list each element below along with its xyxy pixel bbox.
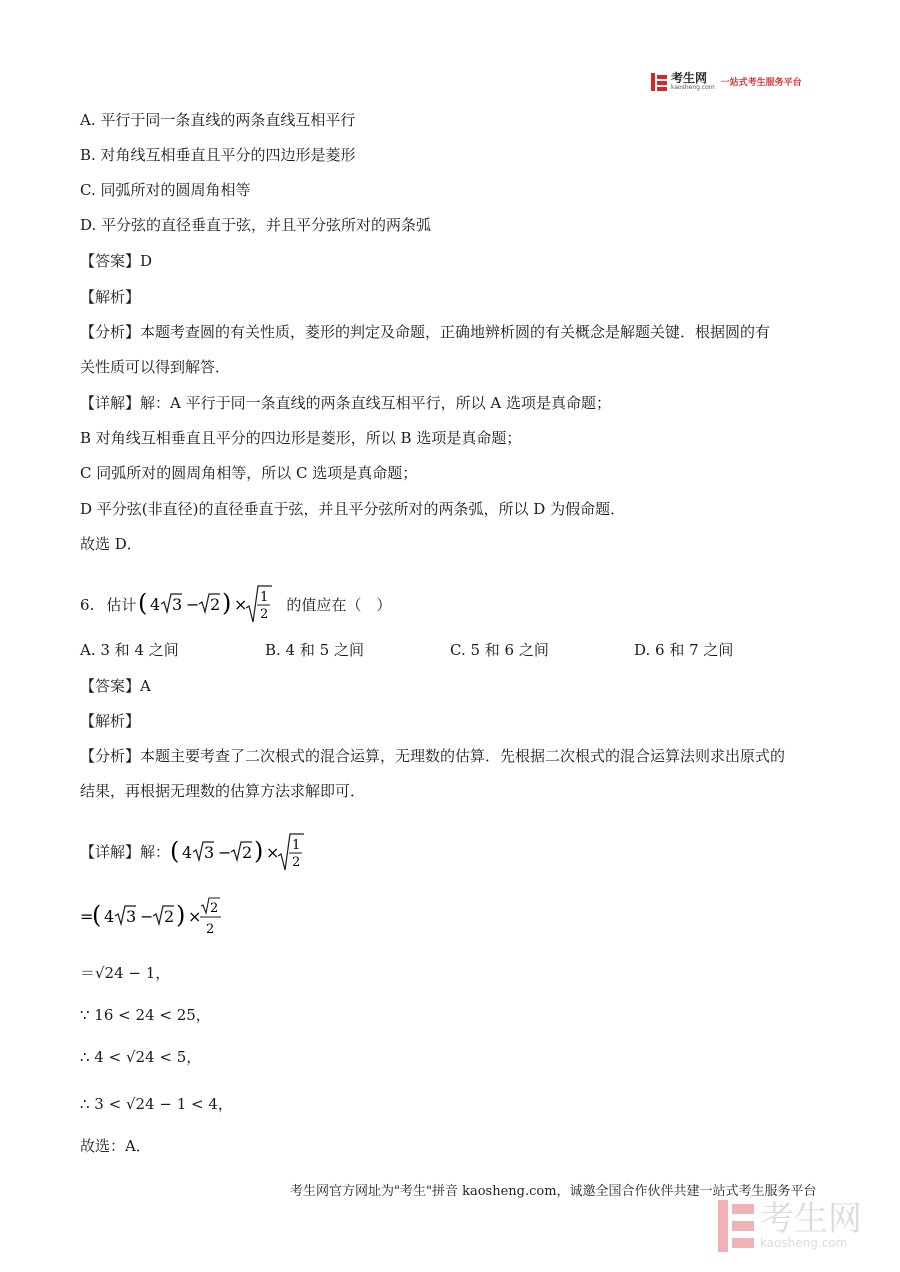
q6-answer	[80, 676, 151, 696]
q5-xiangjie-2: B 对角线互相垂直且平分的四边形是菱形，所以 B 选项是真命题；	[80, 429, 522, 447]
q6-option-d: D. 6 和 7 之间	[634, 641, 734, 659]
svg-text:1: 1	[292, 838, 301, 853]
q5-answer	[80, 251, 152, 271]
q6-option-b: B. 4 和 5 之间	[265, 641, 364, 659]
q5-option-b: B. 对角线互相垂直且平分的四边形是菱形	[80, 146, 356, 164]
svg-text:2: 2	[206, 922, 215, 937]
svg-text:2: 2	[210, 901, 219, 916]
q6-stem-prefix: 估计	[106, 596, 137, 614]
q6-conclusion: 故选：A．	[80, 1137, 151, 1155]
svg-text:3: 3	[126, 907, 137, 926]
svg-text:(: (	[170, 837, 180, 865]
watermark-name: 考生网	[760, 1199, 862, 1239]
q6-number: 6.	[80, 596, 95, 614]
watermark-icon	[718, 1200, 754, 1252]
q6-answer-tag: 【答案】	[80, 677, 141, 695]
svg-text:−: −	[186, 595, 200, 614]
q6-xiangjie-line2	[80, 894, 230, 953]
q6-step6: ∴ 3 < √24 − 1 < 4，	[80, 1095, 233, 1113]
svg-text:4: 4	[104, 907, 115, 926]
q6-stem-suffix: 的值应在（ ）	[286, 596, 392, 614]
q5-option-a: A. 平行于同一条直线的两条直线互相平行	[80, 111, 356, 129]
q6-option-a: A. 3 和 4 之间	[80, 641, 179, 659]
q6-xiangjie-prefix: 【详解】解：	[80, 843, 171, 861]
svg-text:×: ×	[188, 907, 202, 926]
q6-step4: ∵ 16 < 24 < 25，	[80, 1006, 211, 1024]
q5-conclusion: 故选 D．	[80, 535, 142, 553]
logo-slogan: 一站式考生服务平台	[720, 78, 802, 88]
svg-text:4: 4	[182, 843, 193, 862]
svg-text:−: −	[218, 843, 232, 862]
svg-text:1: 1	[260, 590, 269, 605]
q6-fenxi-line1: 【分析】本题主要考查了二次根式的混合运算，无理数的估算．先根据二次根式的混合运算法则求出原式的	[80, 747, 786, 765]
svg-text:(: (	[92, 901, 102, 929]
svg-text:2: 2	[260, 607, 269, 622]
q5-analysis-tag: 【解析】	[80, 288, 141, 306]
q5-fenxi-line1: 【分析】本题考查圆的有关性质，菱形的判定及命题，正确地辨析圆的有关概念是解题关键．根据圆的有	[80, 323, 771, 341]
svg-text:2: 2	[164, 907, 175, 926]
q6-analysis-tag: 【解析】	[80, 712, 141, 730]
svg-text:×: ×	[234, 595, 248, 614]
watermark-domain: kaosheng.com	[760, 1236, 848, 1250]
q6-step5: ∴ 4 < √24 < 5，	[80, 1048, 202, 1066]
logo-name: 考生网	[671, 71, 708, 85]
svg-text:2: 2	[210, 595, 221, 614]
q6-step2-expression	[80, 894, 230, 938]
logo-icon	[651, 73, 667, 91]
logo-domain: kaosheng.com	[671, 84, 715, 91]
q6-answer-value: A	[140, 677, 151, 695]
svg-text:3: 3	[172, 595, 183, 614]
watermark-logo	[718, 1200, 862, 1252]
svg-text:(: (	[138, 589, 148, 617]
svg-text:×: ×	[266, 843, 280, 862]
svg-text:3: 3	[204, 843, 215, 862]
svg-text:2: 2	[242, 843, 253, 862]
svg-text:2: 2	[292, 855, 301, 870]
svg-text:): )	[222, 589, 232, 617]
svg-text:): )	[176, 901, 186, 929]
q5-option-d: D. 平分弦的直径垂直于弦，并且平分弦所对的两条弧	[80, 216, 432, 234]
q5-option-c: C. 同弧所对的圆周角相等	[80, 181, 251, 199]
q6-xiangjie-line1	[80, 832, 310, 872]
q6-step1-expression	[170, 832, 310, 872]
svg-text:4: 4	[150, 595, 161, 614]
header-logo	[651, 72, 802, 91]
q5-answer-value: D	[140, 252, 153, 270]
q6-stem	[80, 586, 391, 624]
q5-xiangjie-1: 【详解】解：A 平行于同一条直线的两条直线互相平行，所以 A 选项是真命题；	[80, 394, 611, 412]
svg-text:=: =	[80, 907, 94, 926]
q5-fenxi-line2: 关性质可以得到解答．	[80, 358, 231, 376]
svg-text:): )	[254, 837, 264, 865]
q5-xiangjie-3: C 同弧所对的圆周角相等，所以 C 选项是真命题；	[80, 464, 418, 482]
q5-xiangjie-4: D 平分弦(非直径)的直径垂直于弦，并且平分弦所对的两条弧，所以 D 为假命题．	[80, 500, 626, 518]
q6-expression	[136, 584, 286, 624]
q6-fenxi-line2: 结果，再根据无理数的估算方法求解即可．	[80, 782, 366, 800]
svg-text:−: −	[140, 907, 154, 926]
q6-option-c: C. 5 和 6 之间	[450, 641, 549, 659]
footer-text: 考生网官方网址为"考生"拼音 kaosheng.com，诚邀全国合作伙伴共建一站式考生服务平台	[290, 1184, 817, 1199]
q6-step3: ＝√24 − 1，	[80, 964, 171, 982]
q5-answer-tag: 【答案】	[80, 252, 141, 270]
